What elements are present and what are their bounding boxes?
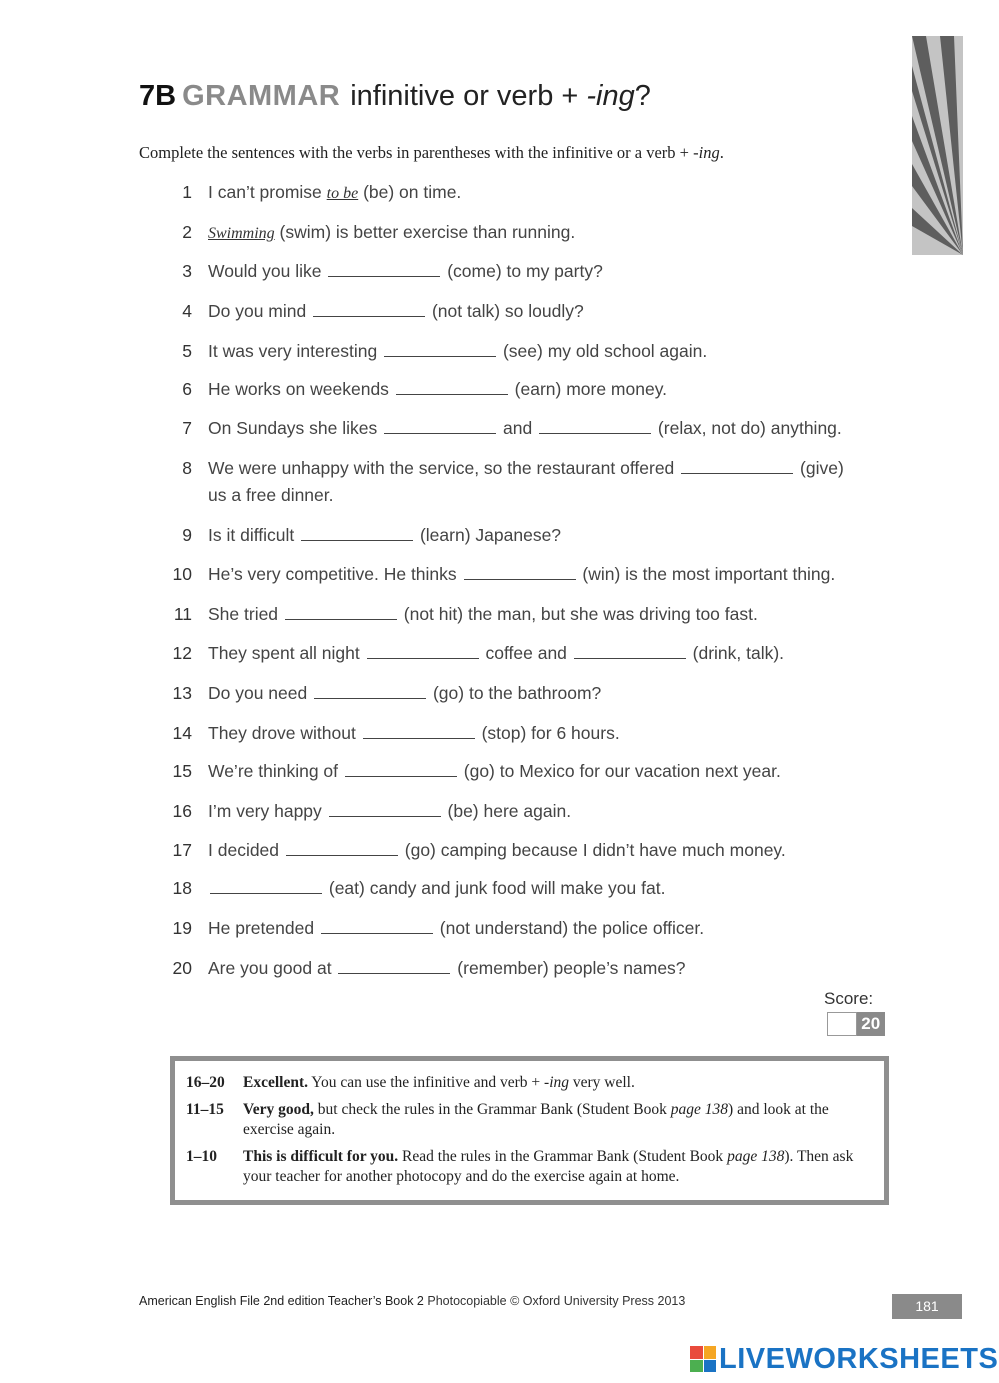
feedback-text: Excellent. You can use the infinitive and verb + -ing very well. <box>243 1074 635 1091</box>
item-number: 4 <box>182 301 192 321</box>
sentence-end: (come) to my party? <box>442 261 603 281</box>
topic-title: infinitive or verb + -ing? <box>350 80 651 112</box>
logo-square <box>704 1360 717 1373</box>
sentence-start: Would you like <box>208 261 327 281</box>
sentence-start: We were unhappy with the service, so the restaurant offered <box>208 458 680 478</box>
answer-blank[interactable] <box>301 522 413 541</box>
answer-blank[interactable] <box>286 837 398 856</box>
sentence-start: I’m very happy <box>208 801 327 821</box>
item-number: 10 <box>172 564 192 584</box>
sentence-end: (give) <box>795 458 844 478</box>
item-number: 15 <box>172 761 192 781</box>
sentence-end: (not talk) so loudly? <box>427 301 584 321</box>
sentence-end: (win) is the most important thing. <box>577 564 836 584</box>
item-sentence <box>208 680 601 707</box>
item-number: 6 <box>182 379 192 399</box>
footer-credit <box>139 1294 685 1308</box>
logo-square <box>690 1346 703 1359</box>
score-range: 16–20 <box>186 1074 225 1091</box>
sentence-end: (go) to the bathroom? <box>428 683 602 703</box>
feedback-text: Very good, but check the rules in the Grammar Bank (Student Book page 138) and look at the exercise again. <box>243 1101 829 1138</box>
sentence-continuation: us a free dinner. <box>208 485 334 505</box>
item-sentence <box>208 798 571 825</box>
answer-blank[interactable] <box>464 561 576 580</box>
item-sentence <box>208 298 584 325</box>
sentence-start: He pretended <box>208 918 319 938</box>
sentence-end: (see) my old school again. <box>498 341 708 361</box>
item-number: 20 <box>172 958 192 978</box>
item-number: 9 <box>182 525 192 545</box>
feedback-text: This is difficult for you. Read the rules in the Grammar Bank (Student Book page 138). Then ask your teacher for another photocopy and do the exercise again at home. <box>243 1148 854 1185</box>
item-number: 11 <box>173 604 192 624</box>
sentence-end: (earn) more money. <box>509 379 668 399</box>
example-answer: to be <box>326 185 359 202</box>
book-title: American English File 2nd edition Teacher’s Book 2 <box>139 1294 424 1308</box>
example-answer: Swimming <box>208 225 275 242</box>
sentence-end: (be) here again. <box>442 801 572 821</box>
item-sentence <box>208 415 842 442</box>
score-range: 1–10 <box>186 1148 217 1165</box>
section-label: GRAMMAR <box>182 80 341 112</box>
answer-blank[interactable] <box>210 875 322 894</box>
sentence-start: He’s very competitive. He thinks <box>208 564 462 584</box>
sentence-end: (learn) Japanese? <box>415 525 562 545</box>
answer-blank[interactable] <box>338 955 450 974</box>
answer-blank[interactable] <box>384 338 496 357</box>
sentence-start: They drove without <box>208 723 361 743</box>
sentence-start: They spent all night <box>208 643 365 663</box>
item-number: 7 <box>182 418 192 438</box>
instruction-text: Complete the sentences with the verbs in parentheses with the infinitive or a verb + -ing. <box>139 143 724 162</box>
answer-blank[interactable] <box>681 455 793 474</box>
answer-blank[interactable] <box>384 415 496 434</box>
sentence-start: It was very interesting <box>208 341 383 361</box>
item-sentence <box>208 455 844 509</box>
sentence-end: (stop) for 6 hours. <box>476 723 620 743</box>
answer-blank[interactable] <box>363 720 475 739</box>
brand-name: LIVEWORKSHEETS <box>719 1342 999 1375</box>
item-number: 2 <box>182 222 192 242</box>
item-number: 3 <box>182 261 192 281</box>
item-sentence <box>208 258 603 285</box>
answer-blank[interactable] <box>367 640 479 659</box>
sentence-end: (not hit) the man, but she was driving too fast. <box>398 604 758 624</box>
answer-blank[interactable] <box>539 415 651 434</box>
item-sentence <box>208 875 665 902</box>
sentence-end: (go) to Mexico for our vacation next year. <box>458 761 781 781</box>
item-sentence <box>208 758 781 785</box>
item-sentence <box>208 376 667 403</box>
sentence-start: We’re thinking of <box>208 761 343 781</box>
item-sentence <box>208 179 461 207</box>
item-sentence <box>208 640 784 667</box>
item-number: 18 <box>172 878 192 898</box>
sentence-start: Are you good at <box>208 958 337 978</box>
feedback-box <box>170 1056 889 1205</box>
sentence-start: He works on weekends <box>208 379 394 399</box>
item-sentence <box>208 338 707 365</box>
item-sentence <box>208 837 786 864</box>
item-number: 5 <box>182 341 192 361</box>
sentence-end: (not understand) the police officer. <box>434 918 705 938</box>
answer-blank[interactable] <box>313 298 425 317</box>
answer-blank[interactable] <box>321 915 433 934</box>
sentence-start: She tried <box>208 604 283 624</box>
sentence-middle: coffee and <box>480 643 572 663</box>
item-number: 13 <box>172 683 192 703</box>
sentence-start: Do you need <box>208 683 313 703</box>
page-number: 181 <box>892 1294 962 1319</box>
decorative-sunburst <box>912 36 963 255</box>
item-sentence <box>208 720 620 747</box>
sentence-end: (relax, not do) anything. <box>653 418 842 438</box>
item-sentence <box>208 955 686 982</box>
score-max: 20 <box>857 1012 885 1036</box>
answer-blank[interactable] <box>396 376 508 395</box>
item-number: 14 <box>172 723 192 743</box>
item-number: 17 <box>172 840 192 860</box>
item-number: 1 <box>182 182 192 202</box>
sentence-end: (eat) candy and junk food will make you fat. <box>324 878 666 898</box>
answer-blank[interactable] <box>285 601 397 620</box>
answer-blank[interactable] <box>574 640 686 659</box>
score-box <box>827 1012 885 1036</box>
item-number: 19 <box>172 918 192 938</box>
logo-square <box>704 1346 717 1359</box>
sentence-start: I can’t promise <box>208 182 327 202</box>
answer-blank[interactable] <box>314 680 426 699</box>
answer-blank[interactable] <box>345 758 457 777</box>
item-sentence <box>208 915 704 942</box>
item-sentence <box>208 219 575 247</box>
logo-square <box>690 1360 703 1373</box>
sentence-end: (drink, talk). <box>687 643 785 663</box>
sentence-start: I decided <box>208 840 284 860</box>
answer-blank[interactable] <box>329 798 441 817</box>
brand-logo <box>690 1343 998 1375</box>
sentence-end: (remember) people’s names? <box>452 958 686 978</box>
score-range: 11–15 <box>186 1101 224 1118</box>
liveworksheets-icon <box>690 1346 716 1372</box>
copyright-text: Photocopiable © Oxford University Press 2013 <box>423 1294 686 1308</box>
sentence-middle: and <box>498 418 538 438</box>
sentence-end: (be) on time. <box>358 182 462 202</box>
item-sentence <box>208 561 835 588</box>
item-sentence <box>208 522 561 549</box>
sentence-start: On Sundays she likes <box>208 418 383 438</box>
sentence-start: Do you mind <box>208 301 312 321</box>
sentence-end: (swim) is better exercise than running. <box>274 222 576 242</box>
item-sentence <box>208 601 758 628</box>
sentence-start: Is it difficult <box>208 525 300 545</box>
item-number: 16 <box>172 801 192 821</box>
item-number: 12 <box>172 643 192 663</box>
item-number: 8 <box>182 458 192 478</box>
sentence-end: (go) camping because I didn’t have much money. <box>399 840 786 860</box>
score-input[interactable] <box>827 1012 857 1036</box>
answer-blank[interactable] <box>328 258 440 277</box>
score-label: Score: <box>824 989 874 1008</box>
page-title <box>139 80 651 113</box>
unit-code: 7B <box>139 80 177 112</box>
